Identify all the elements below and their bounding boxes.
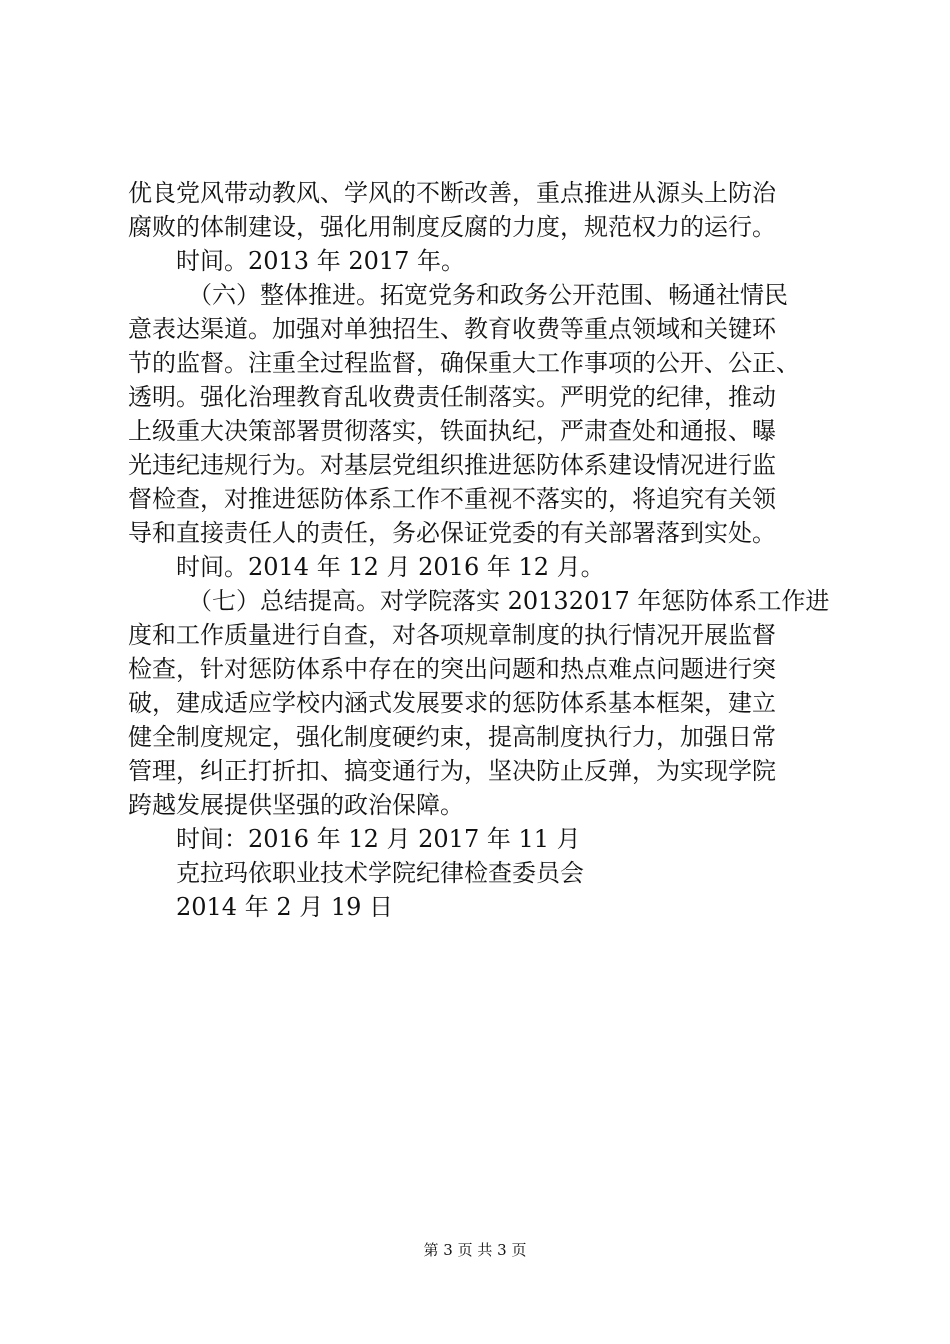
signature-date: 2014 年 2 月 19 日 — [176, 893, 394, 921]
time-line: 时间。2014 年 12 月 2016 年 12 月。 — [176, 553, 605, 581]
text-line: 上级重大决策部署贯彻落实，铁面执纪，严肃查处和通报、曝 — [128, 417, 776, 445]
section-heading-six: （六）整体推进。拓宽党务和政务公开范围、畅通社情民 — [188, 281, 788, 309]
text-line: 检查，针对惩防体系中存在的突出问题和热点难点问题进行突 — [128, 655, 776, 683]
text-line: 腐败的体制建设，强化用制度反腐的力度，规范权力的运行。 — [128, 213, 776, 241]
text-line: 跨越发展提供坚强的政治保障。 — [128, 791, 464, 819]
text-line: 导和直接责任人的责任，务必保证党委的有关部署落到实处。 — [128, 519, 776, 547]
text-line: 光违纪违规行为。对基层党组织推进惩防体系建设情况进行监 — [128, 451, 776, 479]
time-line: 时间。2013 年 2017 年。 — [176, 247, 466, 275]
text-line: 优良党风带动教风、学风的不断改善，重点推进从源头上防治 — [128, 179, 776, 207]
section-heading-seven: （七）总结提高。对学院落实 20132017 年惩防体系工作进 — [188, 587, 830, 615]
text-line: 管理，纠正打折扣、搞变通行为，坚决防止反弹，为实现学院 — [128, 757, 776, 785]
text-line: 度和工作质量进行自查，对各项规章制度的执行情况开展监督 — [128, 621, 776, 649]
signature-organization: 克拉玛依职业技术学院纪律检查委员会 — [176, 859, 584, 887]
text-line: 健全制度规定，强化制度硬约束，提高制度执行力，加强日常 — [128, 723, 776, 751]
time-line: 时间：2016 年 12 月 2017 年 11 月 — [176, 825, 581, 853]
text-line: 破，建成适应学校内涵式发展要求的惩防体系基本框架，建立 — [128, 689, 776, 717]
text-line: 节的监督。注重全过程监督，确保重大工作事项的公开、公正、 — [128, 349, 800, 377]
text-line: 督检查，对推进惩防体系工作不重视不落实的，将追究有关领 — [128, 485, 776, 513]
document-body — [128, 176, 828, 924]
text-line: 意表达渠道。加强对单独招生、教育收费等重点领域和关键环 — [128, 315, 776, 343]
page-number-footer: 第 3 页 共 3 页 — [423, 1241, 527, 1259]
text-line: 透明。强化治理教育乱收费责任制落实。严明党的纪律，推动 — [128, 383, 776, 411]
